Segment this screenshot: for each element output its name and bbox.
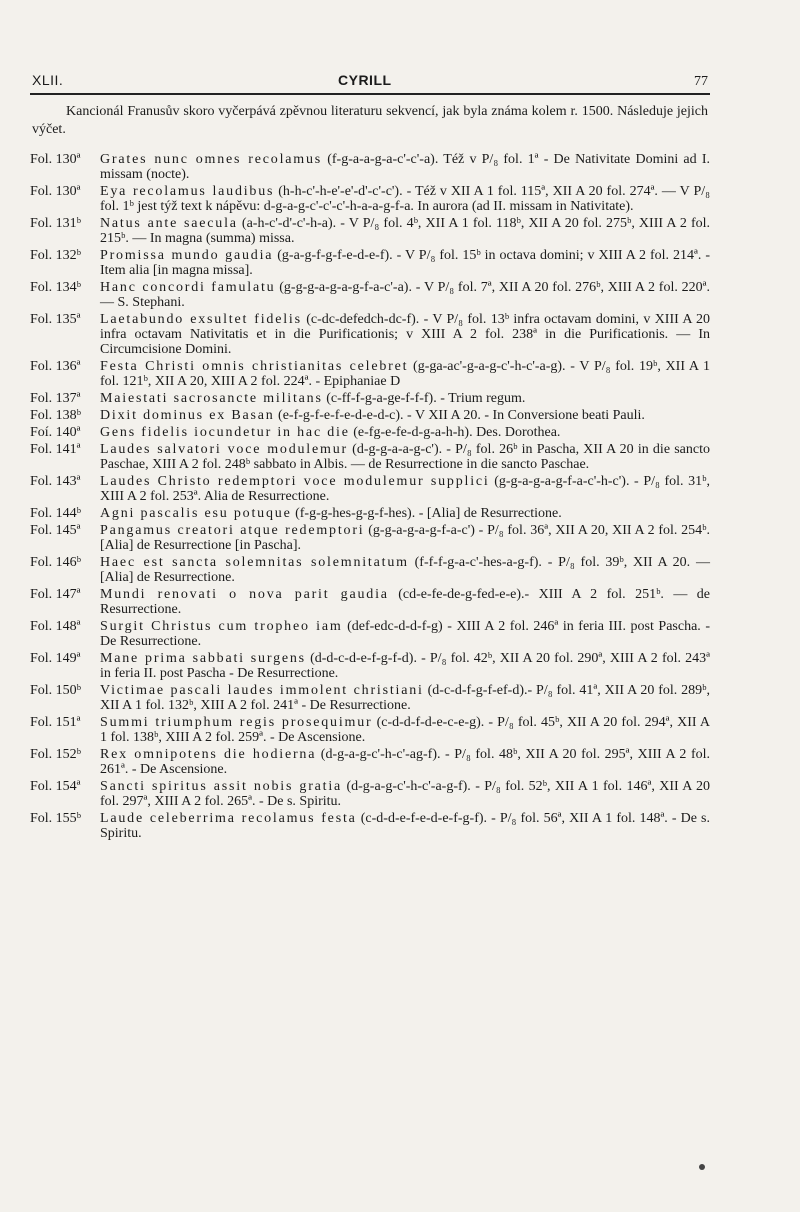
entry-details: (d-g-a-g-c'-h-c'-ag-f). - P/₈ fol. 48ᵇ, XII A 20 fol. 295ª, XIII A 2 fol. 261ª. - De Ascensione. [100,747,710,777]
entry-text [100,152,710,182]
sequence-entry [30,747,710,777]
running-header [32,72,708,92]
entry-details: (e-fg-e-fe-d-g-a-h-h). Des. Dorothea. [349,425,561,440]
entry-details: (c-dc-defedch-dc-f). - V P/₈ fol. 13ᵇ infra octavam domini, v XIII A 20 infra octavam Nativitatis et in die Purificationis; v XIII A 2 fol. 238ª in die Purificationis. — In Circumcisione Domini. [100,312,711,357]
entry-details: (e-f-g-f-e-f-e-d-e-d-c). - V XII A 20. - In Conversione beati Pauli. [274,408,645,423]
folio-reference: Fol. 134ᵇ [30,280,82,295]
entry-text [100,474,710,504]
sequence-entry [30,779,710,809]
sequence-entry [30,442,710,472]
entry-details: (c-d-d-e-f-e-d-e-f-g-f). - P/₈ fol. 56ª, XII A 1 fol. 148ª. - De s. Spiritu. [100,811,710,841]
sequence-incipit: Hanc concordi famulatu [100,280,276,295]
sequence-incipit: Rex omnipotens die hodierna [100,747,317,762]
entry-details: (g-g-a-g-a-g-f-a-c') - P/₈ fol. 36ª, XII A 20, XII A 2 fol. 254ᵇ. [Alia] de Resurrectione [in Pascha]. [100,523,710,553]
sequence-incipit: Festa Christi omnis christianitas celebret [100,359,409,374]
sequence-entry [30,184,710,214]
folio-reference: Fol. 144ᵇ [30,506,82,521]
entry-text [100,506,710,521]
entry-details: (g-ga-ac'-g-a-g-c'-h-c'-a-g). - V P/₈ fol. 19ᵇ, XII A 1 fol. 121ᵇ, XII A 20, XIII A 2 fol. 224ª. - Epiphaniae D [100,359,710,389]
chapter-number: XLII. [32,72,64,88]
sequence-entry [30,474,710,504]
entry-details: (d-d-c-d-e-f-g-f-d). - P/₈ fol. 42ᵇ, XII A 20 fol. 290ª, XIII A 2 fol. 243ª in feria II. post Pascha - De Resurrectione. [100,651,711,681]
entry-details: (g-g-a-g-a-g-f-a-c'-h-c'). - P/₈ fol. 31ᵇ, XIII A 2 fol. 253ª. Alia de Resurrectione. [100,474,710,504]
folio-reference: Fol. 130ª [30,152,81,167]
sequence-incipit: Gens fidelis iocundetur in hac die [100,425,350,440]
sequence-incipit: Sancti spiritus assit nobis gratia [100,779,343,794]
running-title: CYRILL [338,72,392,88]
page-mark [699,1164,705,1170]
entry-details: (def-edc-d-d-f-g) - XIII A 2 fol. 246ª in feria III. post Pascha. - De Resurrectione. [100,619,711,649]
entry-details: (f-g-a-a-g-a-c'-c'-a). Též v P/₈ fol. 1ª - De Nativitate Domini ad I. missam (nocte). [100,152,711,182]
sequence-entry [30,280,710,310]
folio-reference: Fol. 141ª [30,442,81,457]
sequence-incipit: Summi triumphum regis prosequimur [100,715,373,730]
entry-details: (f-g-g-hes-g-g-f-hes). - [Alia] de Resurrectione. [291,506,562,521]
folio-reference: Foí. 140ª [30,425,81,440]
sequence-incipit: Natus ante saecula [100,216,238,231]
entry-text [100,248,710,278]
sequence-incipit: Laetabundo exsultet fidelis [100,312,302,327]
sequence-entry [30,216,710,246]
folio-reference: Fol. 150ᵇ [30,683,82,698]
sequence-entry [30,587,710,617]
folio-reference: Fol. 131ᵇ [30,216,82,231]
entry-text [100,587,710,617]
folio-reference: Fol. 145ª [30,523,81,538]
folio-reference: Fol. 137ª [30,391,81,406]
folio-reference: Fol. 155ᵇ [30,811,82,826]
sequence-incipit: Surgit Christus cum tropheo iam [100,619,343,634]
sequence-entry [30,683,710,713]
folio-reference: Fol. 130ª [30,184,81,199]
entry-text [100,779,710,809]
entry-text [100,425,710,440]
folio-reference: Fol. 132ᵇ [30,248,82,263]
sequence-entry [30,408,710,423]
sequence-entry [30,359,710,389]
sequence-incipit: Laudes Christo redemptori voce modulemur supplici [100,474,490,489]
sequence-incipit: Mundi renovati o nova parit gaudia [100,587,389,602]
entry-details: (g-a-g-f-g-f-e-d-e-f). - V P/₈ fol. 15ᵇ in octava domini; v XIII A 2 fol. 214ª. - Item alia [in magna missa]. [100,248,710,278]
entry-text [100,312,710,357]
entry-text [100,651,710,681]
sequence-entry [30,523,710,553]
sequence-incipit: Mane prima sabbati surgens [100,651,306,666]
folio-reference: Fol. 154ª [30,779,81,794]
folio-reference: Fol. 138ᵇ [30,408,82,423]
entry-text [100,280,710,310]
sequence-incipit: Maiestati sacrosancte militans [100,391,323,406]
sequence-incipit: Pangamus creatori atque redemptori [100,523,365,538]
sequence-entry [30,651,710,681]
intro-paragraph: Kancionál Franusův skoro vyčerpává zpěvnou literaturu sekvencí, jak byla známa kolem r. 1500. Následuje jejich výčet. [32,104,708,137]
entry-details: (g-g-g-a-g-a-g-f-a-c'-a). - V P/₈ fol. 7ª, XII A 20 fol. 276ᵇ, XIII A 2 fol. 220ª. — S. Stephani. [100,280,710,310]
folio-reference: Fol. 149ª [30,651,81,666]
entry-details: (d-c-d-f-g-f-ef-d).- P/₈ fol. 41ª, XII A 20 fol. 289ᵇ, XII A 1 fol. 132ᵇ, XIII A 2 fol. 241ª - De Resurrectione. [100,683,710,713]
entry-text [100,619,710,649]
sequence-incipit: Laude celeberrima recolamus festa [100,811,357,826]
entry-details: (c-d-d-f-d-e-c-e-g). - P/₈ fol. 45ᵇ, XII A 20 fol. 294ª, XII A 1 fol. 138ᵇ, XIII A 2 fol. 259ª. - De Ascensione. [100,715,710,745]
sequence-entry [30,152,710,182]
sequence-list [30,152,710,843]
entry-text [100,216,710,246]
folio-reference: Fol. 135ª [30,312,81,327]
entry-text [100,523,710,553]
entry-text [100,715,710,745]
entry-text [100,683,710,713]
folio-reference: Fol. 146ᵇ [30,555,82,570]
sequence-entry [30,715,710,745]
sequence-incipit: Haec est sancta solemnitas solemnitatum [100,555,409,570]
page-number: 77 [694,74,708,89]
entry-details: (d-g-a-g-c'-h-c'-a-g-f). - P/₈ fol. 52ᵇ, XII A 1 fol. 146ª, XII A 20 fol. 297ª, XIII A 2 fol. 265ª. - De s. Spiritu. [100,779,710,809]
sequence-incipit: Grates nunc omnes recolamus [100,152,323,167]
entry-text [100,184,710,214]
entry-text [100,442,710,472]
entry-text [100,555,710,585]
folio-reference: Fol. 143ª [30,474,81,489]
sequence-incipit: Promissa mundo gaudia [100,248,274,263]
sequence-entry [30,555,710,585]
folio-reference: Fol. 148ª [30,619,81,634]
folio-reference: Fol. 151ª [30,715,81,730]
sequence-entry [30,248,710,278]
sequence-entry [30,425,710,440]
folio-reference: Fol. 152ᵇ [30,747,82,762]
entry-text [100,391,710,406]
sequence-incipit: Dixit dominus ex Basan [100,408,275,423]
entry-text [100,747,710,777]
entry-text [100,811,710,841]
sequence-entry [30,391,710,406]
sequence-entry [30,312,710,357]
entry-details: (c-ff-f-g-a-ge-f-f-f). - Trium regum. [322,391,526,406]
sequence-entry [30,619,710,649]
folio-reference: Fol. 136ª [30,359,81,374]
entry-details: (f-f-f-g-a-c'-hes-a-g-f). - P/₈ fol. 39ᵇ, XII A 20. — [Alia] de Resurrectione. [100,555,710,585]
folio-reference: Fol. 147ª [30,587,81,602]
sequence-entry [30,811,710,841]
entry-details: (a-h-c'-d'-c'-h-a). - V P/₈ fol. 4ᵇ, XII A 1 fol. 118ᵇ, XII A 20 fol. 275ᵇ, XIII A 2 fol. 215ᵇ. — In magna (summa) missa. [100,216,710,246]
entry-details: (h-h-c'-h-e'-e'-d'-c'-c'). - Též v XII A 1 fol. 115ª, XII A 20 fol. 274ª. — V P/₈ fol. 1ᵇ jest týž text k nápěvu: d-g-a-g-c'-c'-c'-h-a-a-g-f-a. In aurora (ad II. missam in Nativitate). [100,184,711,214]
header-rule [30,93,710,95]
entry-details: (d-g-g-a-a-g-c'). - P/₈ fol. 26ᵇ in Pascha, XII A 20 in die sancto Paschae, XIII A 2 fol. 248ᵇ sabbato in Albis. — de Resurrectione in die sancto Paschae. [100,442,710,472]
sequence-entry [30,506,710,521]
entry-text [100,408,710,423]
sequence-incipit: Laudes salvatori voce modulemur [100,442,348,457]
sequence-incipit: Agni pascalis esu potuque [100,506,292,521]
sequence-incipit: Eya recolamus laudibus [100,184,275,199]
entry-details: (cd-e-fe-de-g-fed-e-e).- XIII A 2 fol. 251ᵇ. — de Resurrectione. [100,587,710,617]
sequence-incipit: Victimae pascali laudes immolent christiani [100,683,424,698]
entry-text [100,359,710,389]
